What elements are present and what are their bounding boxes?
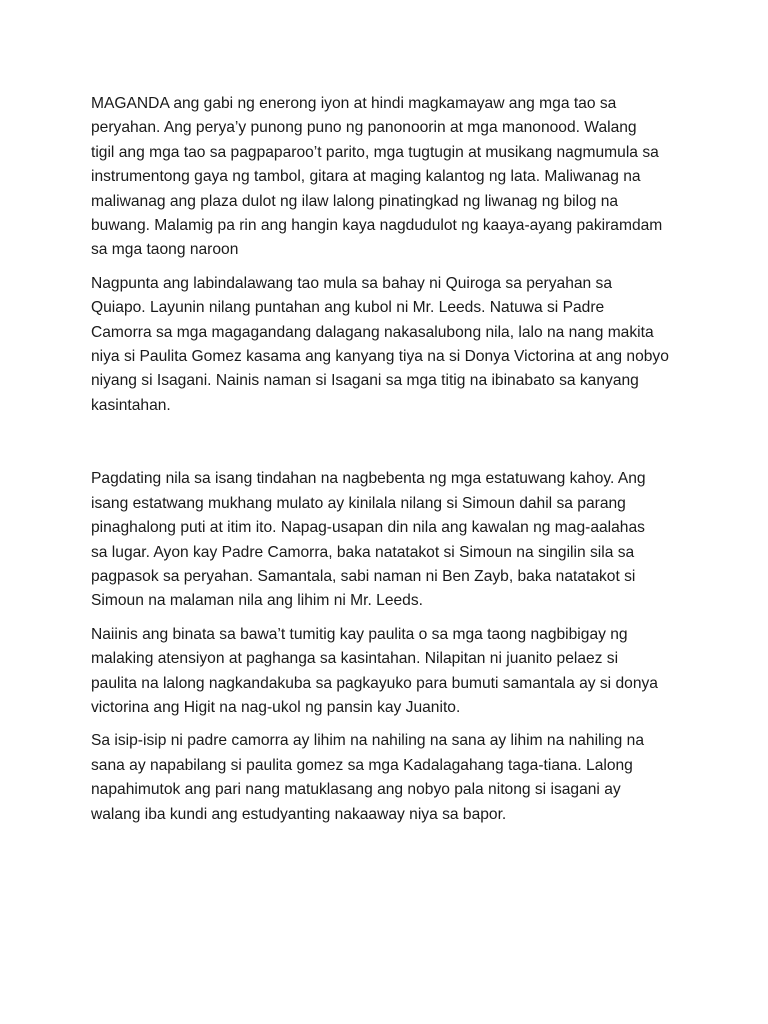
- text-line: kasintahan.: [91, 396, 171, 414]
- paragraph-3: [91, 467, 691, 613]
- text-line: isang estatwang mukhang mulato ay kinilala nilang si Simoun dahil sa parang: [91, 494, 626, 512]
- text-line: Nagpunta ang labindalawang tao mula sa bahay ni Quiroga sa peryahan sa: [91, 274, 613, 292]
- text-line: buwang. Malamig pa rin ang hangin kaya nagdudulot ng kaaya-ayang pakiramdam: [91, 217, 663, 235]
- text-line: sa mga taong naroon: [91, 241, 239, 259]
- text-line: Camorra sa mga magagandang dalagang nakasalubong nila, lalo na nang makita: [91, 323, 654, 341]
- text-line: Simoun na malaman nila ang lihim ni Mr. Leeds.: [91, 592, 423, 610]
- text-line: walang iba kundi ang estudyanting nakaaway niya sa bapor.: [91, 805, 507, 823]
- text-line: paulita na lalong nagkandakuba sa pagkayuko para bumuti samantala ay si donya: [91, 674, 658, 692]
- text-line: napahimutok ang pari nang matuklasang ang nobyo pala nitong si isagani ay: [91, 781, 621, 799]
- text-line: maliwanag ang plaza dulot ng ilaw lalong pinatingkad ng liwanag ng bilog na: [91, 192, 619, 210]
- paragraph-spacer: [91, 427, 691, 467]
- document-body: [91, 92, 691, 836]
- text-line: sana ay napabilang si paulita gomez sa mga Kadalagahang taga-tiana. Lalong: [91, 756, 633, 774]
- text-line: niya si Paulita Gomez kasama ang kanyang tiya na si Donya Victorina at ang nobyo: [91, 348, 669, 366]
- text-line: malaking atensiyon at paghanga sa kasintahan. Nilapitan ni juanito pelaez si: [91, 650, 619, 668]
- text-line: instrumentong gaya ng tambol, gitara at maging kalantog ng lata. Maliwanag na: [91, 168, 641, 186]
- text-line: Quiapo. Layunin nilang puntahan ang kubol ni Mr. Leeds. Natuwa si Padre: [91, 299, 605, 317]
- text-line: niyang si Isagani. Nainis naman si Isagani sa mga titig na ibinabato sa kanyang: [91, 372, 639, 390]
- paragraph-1: [91, 92, 691, 263]
- text-line: peryahan. Ang perya’y punong puno ng panonoorin at mga manonood. Walang: [91, 119, 637, 137]
- text-line: victorina ang Higit na nag-ukol ng pansin kay Juanito.: [91, 698, 461, 716]
- text-line: pinaghalong puti at itim ito. Napag-usapan din nila ang kawalan ng mag-aalahas: [91, 519, 645, 537]
- paragraph-5: [91, 729, 691, 827]
- text-line: tigil ang mga tao sa pagpaparoo’t parito, mga tugtugin at musikang nagmumula sa: [91, 143, 659, 161]
- text-line: sa lugar. Ayon kay Padre Camorra, baka natatakot si Simoun na singilin sila sa: [91, 543, 635, 561]
- paragraph-2: [91, 272, 691, 418]
- text-line: Pagdating nila sa isang tindahan na nagbebenta ng mga estatuwang kahoy. Ang: [91, 470, 646, 488]
- text-line: MAGANDA ang gabi ng enerong iyon at hindi magkamayaw ang mga tao sa: [91, 95, 617, 112]
- text-line: Naiinis ang binata sa bawa’t tumitig kay paulita o sa mga taong nagbibigay ng: [91, 625, 628, 643]
- paragraph-4: [91, 623, 691, 721]
- text-line: pagpasok sa peryahan. Samantala, sabi naman ni Ben Zayb, baka natatakot si: [91, 567, 636, 585]
- text-line: Sa isip-isip ni padre camorra ay lihim na nahiling na sana ay lihim na nahiling na: [91, 732, 645, 750]
